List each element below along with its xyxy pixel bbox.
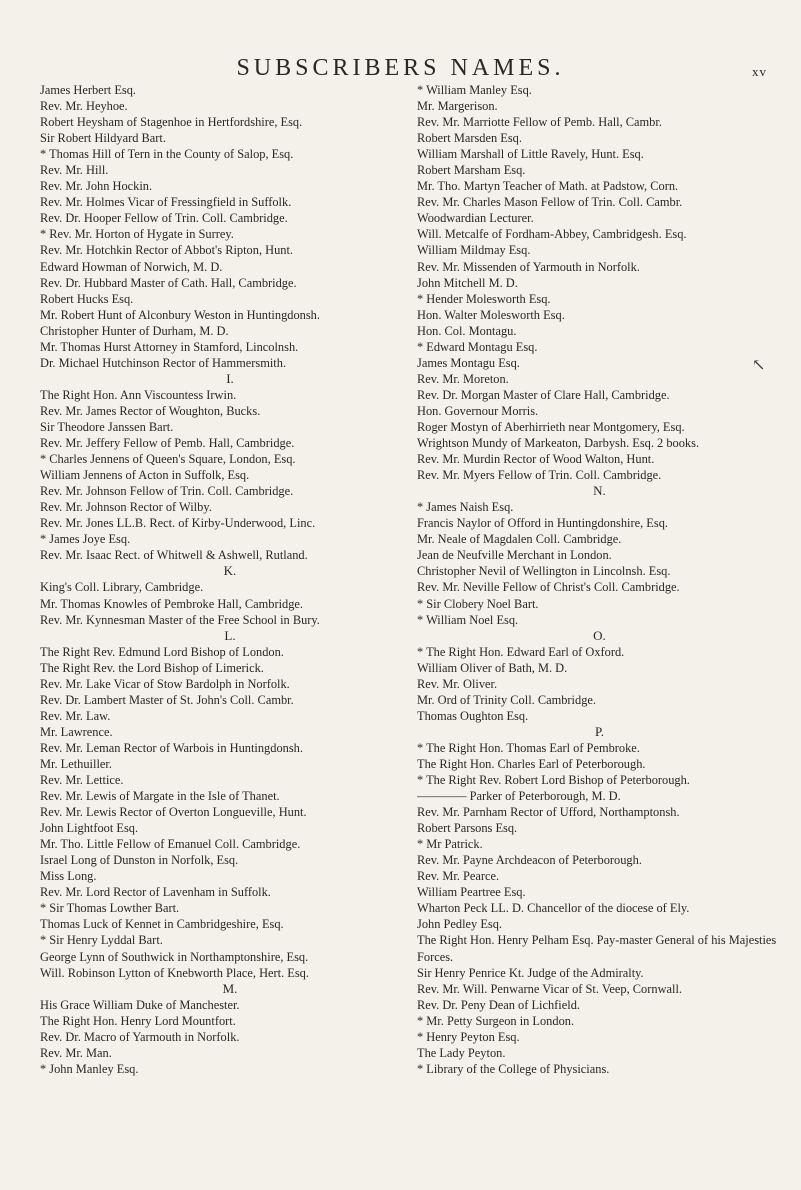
subscriber-entry: Robert Parsons Esq.	[417, 821, 518, 836]
subscriber-entry: Rev. Mr. Jones LL.B. Rect. of Kirby-Underwood, Linc.	[40, 516, 316, 531]
subscriber-entry: The Right Rev. the Lord Bishop of Limerick.	[40, 660, 264, 675]
subscriber-entry: William Oliver of Bath, M. D.	[417, 660, 568, 675]
subscriber-entry: * Library of the College of Physicians.	[417, 1061, 610, 1076]
subscriber-entry: * James Naish Esq.	[417, 500, 514, 515]
subscriber-entry: The Right Hon. Henry Pelham Esq. Pay-master General of his Majesties Forces.	[417, 933, 777, 964]
section-letter: O.	[593, 627, 606, 643]
subscriber-entry: Rev. Mr. Payne Archdeacon of Peterborough.	[417, 853, 642, 868]
subscriber-entry: John Mitchell M. D.	[417, 275, 518, 290]
subscriber-entry: Francis Naylor of Offord in Huntingdonshire, Esq.	[417, 516, 668, 531]
subscriber-entry: Will. Metcalfe of Fordham-Abbey, Cambridgesh. Esq.	[417, 227, 687, 242]
subscriber-entry: * Mr. Petty Surgeon in London.	[417, 1013, 575, 1028]
subscriber-entry: * Henry Peyton Esq.	[417, 1029, 520, 1044]
subscriber-entry: Rev. Mr. Man.	[40, 1045, 112, 1060]
subscriber-entry: Sir Robert Hildyard Bart.	[40, 131, 166, 146]
subscriber-entry: Rev. Mr. Holmes Vicar of Fressingfield in Suffolk.	[40, 195, 292, 210]
page-number: xv	[752, 64, 767, 79]
subscriber-entry: * The Right Hon. Edward Earl of Oxford.	[417, 644, 625, 659]
subscriber-entry: * William Noel Esq.	[417, 612, 519, 627]
subscriber-entry: Rev. Dr. Hooper Fellow of Trin. Coll. Cambridge.	[40, 211, 288, 226]
subscriber-entry: Sir Theodore Janssen Bart.	[40, 419, 174, 434]
subscriber-entry: James Montagu Esq.	[417, 355, 520, 370]
subscriber-entry: Rev. Mr. Lewis Rector of Overton Longueville, Hunt.	[40, 805, 307, 820]
subscriber-entry: Rev. Dr. Lambert Master of St. John's Coll. Cambr.	[40, 692, 294, 707]
subscriber-entry: Thomas Luck of Kennet in Cambridgeshire, Esq.	[40, 917, 284, 932]
subscriber-entry: * Mr Patrick.	[417, 837, 483, 852]
subscriber-entry: William Jennens of Acton in Suffolk, Esq.	[40, 468, 250, 483]
subscriber-entry: Rev. Mr. Law.	[40, 708, 111, 723]
right-column	[417, 82, 782, 1077]
subscriber-entry: Mr. Tho. Little Fellow of Emanuel Coll. Cambridge.	[40, 837, 301, 852]
subscriber-entry: Rev. Mr. Marriotte Fellow of Pemb. Hall, Cambr.	[417, 115, 662, 130]
subscriber-entry: The Right Hon. Charles Earl of Peterborough.	[417, 756, 646, 771]
subscriber-entry: Rev. Mr. Murdin Rector of Wood Walton, Hunt.	[417, 452, 655, 467]
subscriber-entry: John Pedley Esq.	[417, 917, 503, 932]
subscriber-entry: The Right Rev. Edmund Lord Bishop of London.	[40, 644, 284, 659]
subscriber-entry: * Sir Clobery Noel Bart.	[417, 596, 539, 611]
subscriber-entry: Robert Marsden Esq.	[417, 131, 522, 146]
subscriber-entry: * Edward Montagu Esq.	[417, 339, 538, 354]
subscriber-entry: Rev. Mr. Myers Fellow of Trin. Coll. Cambridge.	[417, 468, 662, 483]
subscriber-entry: Thomas Oughton Esq.	[417, 708, 529, 723]
subscriber-entry: Rev. Mr. Heyhoe.	[40, 99, 128, 114]
subscriber-entry: Rev. Mr. Parnham Rector of Ufford, Northamptonsh.	[417, 805, 680, 820]
subscriber-entry: William Marshall of Little Ravely, Hunt. Esq.	[417, 147, 644, 162]
subscriber-entry: * Hender Molesworth Esq.	[417, 291, 551, 306]
subscriber-entry: Edward Howman of Norwich, M. D.	[40, 259, 223, 274]
section-letter: I.	[226, 370, 234, 386]
subscriber-entry: King's Coll. Library, Cambridge.	[40, 580, 204, 595]
subscriber-entry: ———— Parker of Peterborough, M. D.	[417, 789, 621, 804]
subscriber-entry: Robert Hucks Esq.	[40, 291, 134, 306]
subscriber-entry: Rev. Mr. Johnson Rector of Wilby.	[40, 500, 212, 515]
subscriber-entry: Miss Long.	[40, 869, 97, 884]
subscriber-entry: Mr. Thomas Knowles of Pembroke Hall, Cambridge.	[40, 596, 304, 611]
subscriber-entry: Rev. Dr. Peny Dean of Lichfield.	[417, 997, 580, 1012]
subscriber-entry: Woodwardian Lecturer.	[417, 211, 534, 226]
subscriber-entry: The Lady Peyton.	[417, 1045, 506, 1060]
subscriber-entry: William Peartree Esq.	[417, 885, 526, 900]
subscriber-entry: Mr. Ord of Trinity Coll. Cambridge.	[417, 692, 596, 707]
subscriber-entry: * The Right Rev. Robert Lord Bishop of Peterborough.	[417, 773, 690, 788]
subscriber-entry: * Thomas Hill of Tern in the County of Salop, Esq.	[40, 147, 294, 162]
subscriber-entry: Rev. Dr. Morgan Master of Clare Hall, Cambridge.	[417, 387, 670, 402]
subscriber-entry: Rev. Mr. Lord Rector of Lavenham in Suffolk.	[40, 885, 271, 900]
subscriber-entry: Rev. Mr. Isaac Rect. of Whitwell & Ashwell, Rutland.	[40, 548, 308, 563]
subscriber-entry: Jean de Neufville Merchant in London.	[417, 548, 612, 563]
subscriber-entry: Rev. Mr. Johnson Fellow of Trin. Coll. Cambridge.	[40, 484, 294, 499]
subscriber-entry: Christopher Hunter of Durham, M. D.	[40, 323, 229, 338]
subscriber-entry: * The Right Hon. Thomas Earl of Pembroke.	[417, 740, 640, 755]
subscriber-entry: Hon. Governour Morris.	[417, 403, 539, 418]
subscriber-entry: Robert Heysham of Stagenhoe in Hertfordshire, Esq.	[40, 115, 303, 130]
subscriber-entry: His Grace William Duke of Manchester.	[40, 997, 240, 1012]
section-letter: M.	[222, 980, 238, 996]
subscriber-entry: Rev. Mr. Hotchkin Rector of Abbot's Ripton, Hunt.	[40, 243, 294, 258]
subscriber-entry: Mr. Tho. Martyn Teacher of Math. at Padstow, Corn.	[417, 179, 679, 194]
subscriber-entry: * John Manley Esq.	[40, 1061, 139, 1076]
subscriber-entry: Wrightson Mundy of Markeaton, Darbysh. Esq. 2 books.	[417, 436, 700, 451]
subscriber-entry: Rev. Dr. Macro of Yarmouth in Norfolk.	[40, 1029, 240, 1044]
subscriber-entry: Mr. Margerison.	[417, 99, 498, 114]
subscriber-entry: Mr. Neale of Magdalen Coll. Cambridge.	[417, 532, 622, 547]
subscriber-entry: * Rev. Mr. Horton of Hygate in Surrey.	[40, 227, 234, 242]
subscriber-entry: * Sir Thomas Lowther Bart.	[40, 901, 180, 916]
section-letter: K.	[223, 563, 237, 579]
subscriber-entry: Sir Henry Penrice Kt. Judge of the Admiralty.	[417, 965, 644, 980]
subscriber-entry: Robert Marsham Esq.	[417, 163, 526, 178]
subscriber-entry: Rev. Mr. Leman Rector of Warbois in Huntingdonsh.	[40, 740, 303, 755]
left-column	[40, 82, 420, 1077]
section-letter: L.	[224, 627, 236, 643]
subscriber-entry: Mr. Lawrence.	[40, 724, 113, 739]
subscriber-entry: Mr. Robert Hunt of Alconbury Weston in Huntingdonsh.	[40, 307, 320, 322]
subscriber-entry: Dr. Michael Hutchinson Rector of Hammersmith.	[40, 355, 287, 370]
subscriber-entry: * William Manley Esq.	[417, 83, 532, 97]
subscriber-entry: George Lynn of Southwick in Northamptonshire, Esq.	[40, 949, 309, 964]
subscriber-entry: The Right Hon. Ann Viscountess Irwin.	[40, 387, 237, 402]
subscriber-entry: William Mildmay Esq.	[417, 243, 531, 258]
subscriber-entry: James Herbert Esq.	[40, 83, 136, 97]
subscriber-entry: The Right Hon. Henry Lord Mountfort.	[40, 1013, 236, 1028]
subscriber-entry: Rev. Mr. James Rector of Woughton, Bucks.	[40, 403, 261, 418]
subscriber-entry: Rev. Mr. Jeffery Fellow of Pemb. Hall, Cambridge.	[40, 436, 295, 451]
subscriber-entry: Rev. Dr. Hubbard Master of Cath. Hall, Cambridge.	[40, 275, 297, 290]
subscriber-entry: Hon. Col. Montagu.	[417, 323, 517, 338]
running-head: SUBSCRIBERS NAMES.	[236, 55, 565, 81]
subscriber-entry: * Charles Jennens of Queen's Square, London, Esq.	[40, 452, 296, 467]
subscriber-entry: Christopher Nevil of Wellington in Lincolnsh. Esq.	[417, 564, 671, 579]
subscriber-entry: Mr. Thomas Hurst Attorney in Stamford, Lincolnsh.	[40, 339, 299, 354]
subscriber-entry: Mr. Lethuiller.	[40, 756, 112, 771]
subscriber-entry: Rev. Mr. Kynnesman Master of the Free School in Bury.	[40, 612, 320, 627]
section-letter: P.	[594, 723, 605, 739]
subscriber-entry: Roger Mostyn of Aberhirrieth near Montgomery, Esq.	[417, 419, 685, 434]
subscriber-entry: Hon. Walter Molesworth Esq.	[417, 307, 565, 322]
subscriber-entry: Rev. Mr. Moreton.	[417, 371, 509, 386]
subscriber-entry: Rev. Mr. Missenden of Yarmouth in Norfolk.	[417, 259, 640, 274]
subscriber-entry: Rev. Mr. Oliver.	[417, 676, 498, 691]
subscriber-entry: * Sir Henry Lyddal Bart.	[40, 933, 163, 948]
subscriber-entry: John Lightfoot Esq.	[40, 821, 139, 836]
subscriber-entry: * James Joye Esq.	[40, 532, 131, 547]
subscriber-entry: Rev. Mr. John Hockin.	[40, 179, 153, 194]
subscriber-entry: Will. Robinson Lytton of Knebworth Place, Hert. Esq.	[40, 965, 309, 980]
subscriber-entry: Rev. Mr. Charles Mason Fellow of Trin. Coll. Cambr.	[417, 195, 683, 210]
subscriber-entry: Rev. Mr. Lettice.	[40, 773, 124, 788]
subscriber-entry: Wharton Peck LL. D. Chancellor of the diocese of Ely.	[417, 901, 690, 916]
subscriber-entry: Rev. Mr. Lake Vicar of Stow Bardolph in Norfolk.	[40, 676, 290, 691]
subscriber-entry: Rev. Mr. Lewis of Margate in the Isle of Thanet.	[40, 789, 280, 804]
subscriber-entry: Rev. Mr. Hill.	[40, 163, 109, 178]
subscriber-entry: Rev. Mr. Neville Fellow of Christ's Coll. Cambridge.	[417, 580, 680, 595]
page-mark: ↖	[752, 357, 766, 374]
subscriber-entry: Rev. Mr. Will. Penwarne Vicar of St. Veep, Cornwall.	[417, 981, 682, 996]
subscriber-entry: Israel Long of Dunston in Norfolk, Esq.	[40, 853, 239, 868]
subscriber-entry: Rev. Mr. Pearce.	[417, 869, 500, 884]
section-letter: N.	[593, 483, 606, 499]
